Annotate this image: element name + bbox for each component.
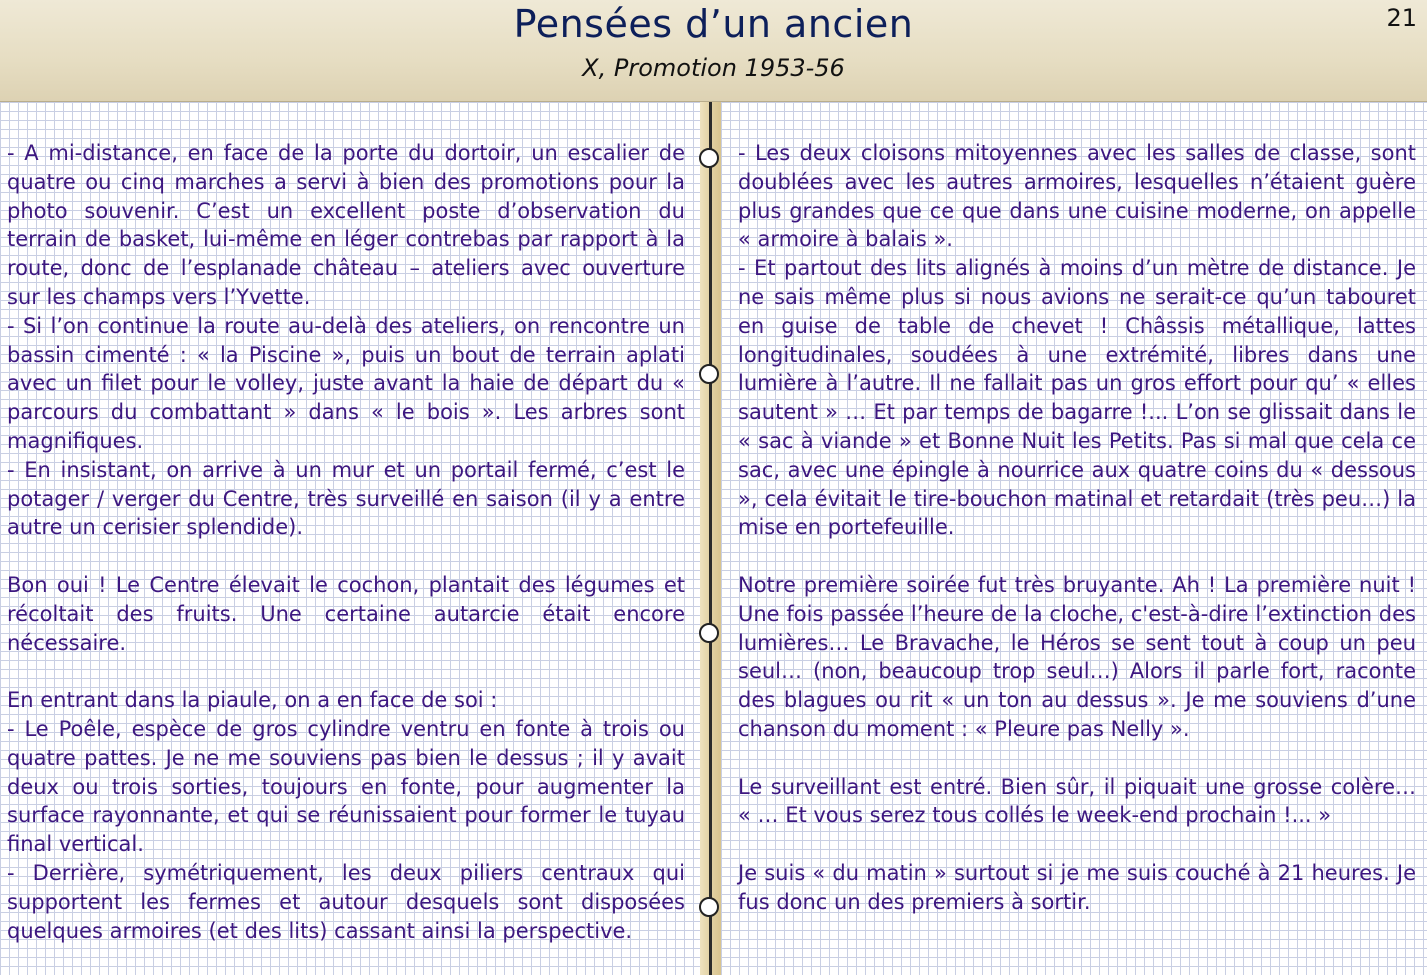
paragraph: Je suis « du matin » surtout si je me suis couché à 21 heures. Je fus donc un des premiers à sortir.	[738, 860, 1416, 914]
paragraph: En entrant dans la piaule, on a en face de soi :	[7, 688, 498, 713]
binder-ring-icon	[699, 364, 719, 384]
spine-line	[709, 102, 712, 975]
paragraph: Le surveillant est entré. Bien sûr, il piquait une grosse colère… « … Et vous serez tous collés le week-end prochain !... »	[738, 774, 1416, 828]
paragraph: - Les deux cloisons mitoyennes avec les salles de classe, sont doublées avec les autres armoires, lesquelles n’étaient guère plus grandes que ce que dans une cuisine moderne, on appelle « armoire à balais ».	[738, 141, 1416, 252]
binder-ring-icon	[699, 148, 719, 168]
binder-ring-icon	[699, 897, 719, 917]
paragraph: - Si l’on continue la route au-delà des ateliers, on rencontre un bassin cimenté : « la Piscine », puis un bout de terrain aplati avec un filet pour le volley, juste avant la haie de départ du « parcours du combattant » dans « le bois ». Les arbres sont magnifiques.	[7, 313, 685, 453]
right-column-text	[738, 139, 1416, 917]
paragraph: Notre première soirée fut très bruyante. Ah ! La première nuit ! Une fois passée l’heure de la cloche, c'est-à-dire l’extinction des lumières… Le Bravache, le Héros se sent tout à coup un peu seul… (non, beaucoup trop seul…) Alors il parle fort, raconte des blagues ou rit « un ton au dessus ». Je me souviens d’une chanson du moment : « Pleure pas Nelly ».	[738, 572, 1416, 741]
paragraph: Bon oui ! Le Centre élevait le cochon, plantait des légumes et récoltait des fruits. Une certaine autarcie était encore nécessaire.	[7, 572, 685, 655]
paragraph: - Derrière, symétriquement, les deux piliers centraux qui supportent les fermes et autour desquels sont disposées quelques armoires (et des lits) cassant ainsi la perspective.	[7, 860, 685, 943]
left-column-text	[7, 139, 685, 945]
paragraph: - En insistant, on arrive à un mur et un portail fermé, c’est le potager / verger du Centre, très surveillé en saison (il y a entre autre un cerisier splendide).	[7, 457, 685, 540]
page-header	[0, 0, 1427, 102]
paragraph: - Le Poêle, espèce de gros cylindre ventru en fonte à trois ou quatre pattes. Je ne me souviens pas bien le dessus ; il y avait deux ou trois sorties, toujours en fonte, pour augmenter la surface rayonnante, et qui se réunissaient pour former le tuyau final vertical.	[7, 716, 685, 857]
page-subtitle: X, Promotion 1953-56	[582, 54, 845, 82]
paragraph: - Et partout des lits alignés à moins d’un mètre de distance. Je ne sais même plus si nous avions ne serait-ce qu’un tabouret en guise de table de chevet ! Châssis métallique, lattes longitudinales, soudées à une extrémité, libres dans une lumière à l’autre. Il ne fallait pas un gros effort pour qu’ « elles sautent » … Et par temps de bagarre !... L’on se glissait dans le « sac à viande » et Bonne Nuit les Petits. Pas si mal que cela ce sac, avec une épingle à nourrice aux quatre coins du « dessous », cela évitait le tire-bouchon matinal et retardait (très peu…) la mise en portefeuille.	[738, 256, 1416, 540]
paragraph: - A mi-distance, en face de la porte du dortoir, un escalier de quatre ou cinq marches a servi à bien des promotions pour la photo souvenir. C’est un excellent poste d’observation du terrain de basket, lui-même en léger contrebas par rapport à la route, donc de l’esplanade château – ateliers avec ouverture sur les champs vers l’Yvette.	[7, 141, 685, 309]
page-title: Pensées d’un ancien	[513, 2, 914, 46]
binder-ring-icon	[699, 623, 719, 643]
page-number: 21	[1386, 4, 1417, 32]
